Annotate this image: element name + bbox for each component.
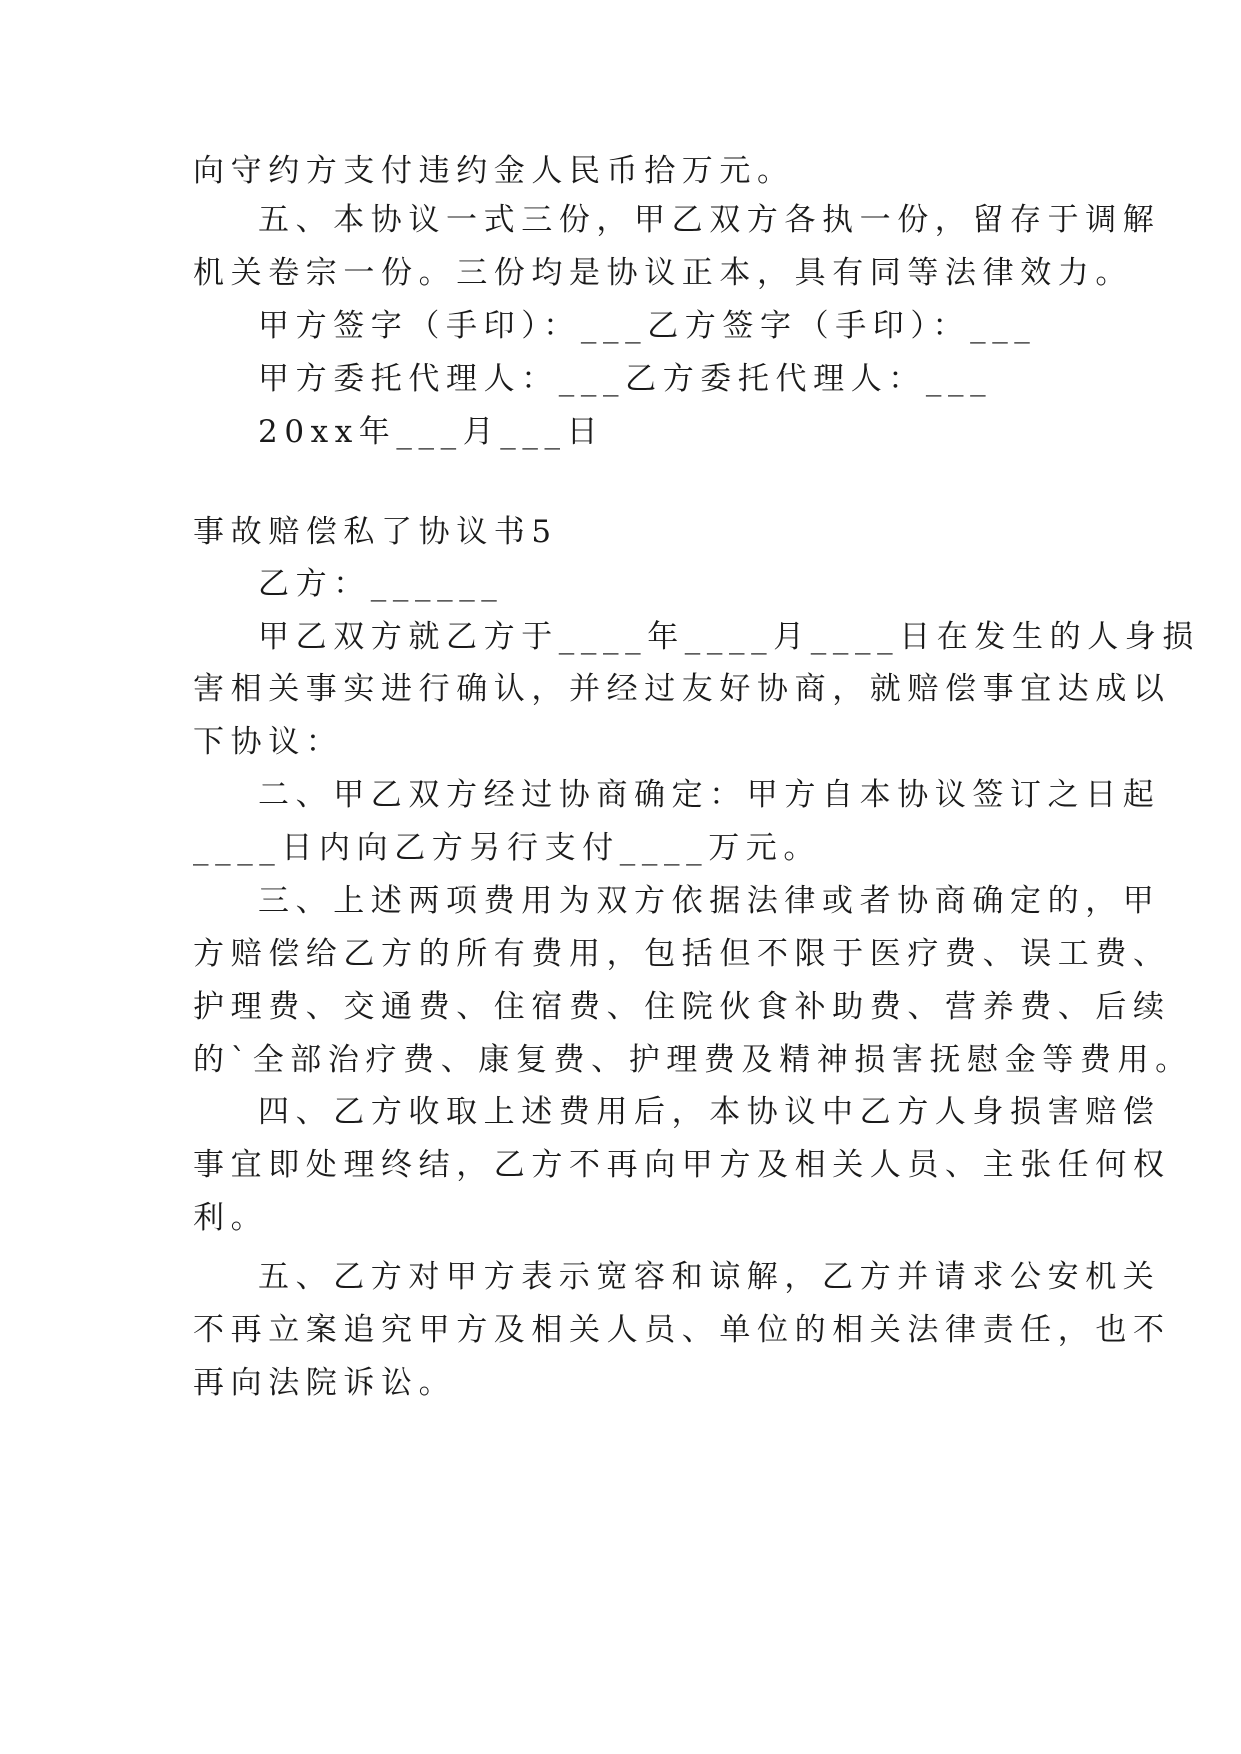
paragraph-line: 方赔偿给乙方的所有费用，包括但不限于医疗费、误工费、: [193, 936, 1171, 972]
section-title: 事故赔偿私了协议书5: [193, 514, 558, 550]
paragraph-line: 三、上述两项费用为双方依据法律或者协商确定的，甲: [258, 883, 1161, 919]
paragraph-line: 再向法院诉讼。: [193, 1365, 457, 1401]
paragraph-line: 机关卷宗一份。三份均是协议正本，具有同等法律效力。: [193, 255, 1133, 291]
paragraph-line: 二、甲乙双方经过协商确定：甲方自本协议签订之日起: [258, 777, 1161, 813]
date-line: 20xx年___月___日: [258, 414, 605, 450]
paragraph-line: 利。: [193, 1200, 269, 1236]
agent-line: 甲方委托代理人：___乙方委托代理人：___: [258, 361, 993, 397]
paragraph-line: 甲乙双方就乙方于____年____月____日在发生的人身损: [258, 619, 1200, 655]
signature-line-party-a-b: 甲方签字（手印）：___乙方签字（手印）：___: [258, 308, 1037, 344]
paragraph-line: 护理费、交通费、住宿费、住院伙食补助费、营养费、后续: [193, 989, 1171, 1025]
paragraph-line: 的`全部治疗费、康复费、护理费及精神损害抚慰金等费用。: [193, 1042, 1193, 1078]
paragraph-line: 五、乙方对甲方表示宽容和谅解，乙方并请求公安机关: [258, 1259, 1161, 1295]
paragraph-line: 事宜即处理终结，乙方不再向甲方及相关人员、主张任何权: [193, 1147, 1171, 1183]
paragraph-line: 五、本协议一式三份，甲乙双方各执一份，留存于调解: [258, 202, 1161, 238]
paragraph-line: 四、乙方收取上述费用后，本协议中乙方人身损害赔偿: [258, 1094, 1161, 1130]
paragraph-line: 下协议：: [193, 724, 344, 760]
paragraph-line: ____日内向乙方另行支付____万元。: [193, 830, 821, 866]
paragraph-line: 向守约方支付违约金人民币拾万元。: [193, 153, 795, 189]
party-b-line: 乙方：______: [258, 566, 504, 602]
paragraph-line: 不再立案追究甲方及相关人员、单位的相关法律责任，也不: [193, 1312, 1171, 1348]
paragraph-line: 害相关事实进行确认，并经过友好协商，就赔偿事宜达成以: [193, 671, 1171, 707]
